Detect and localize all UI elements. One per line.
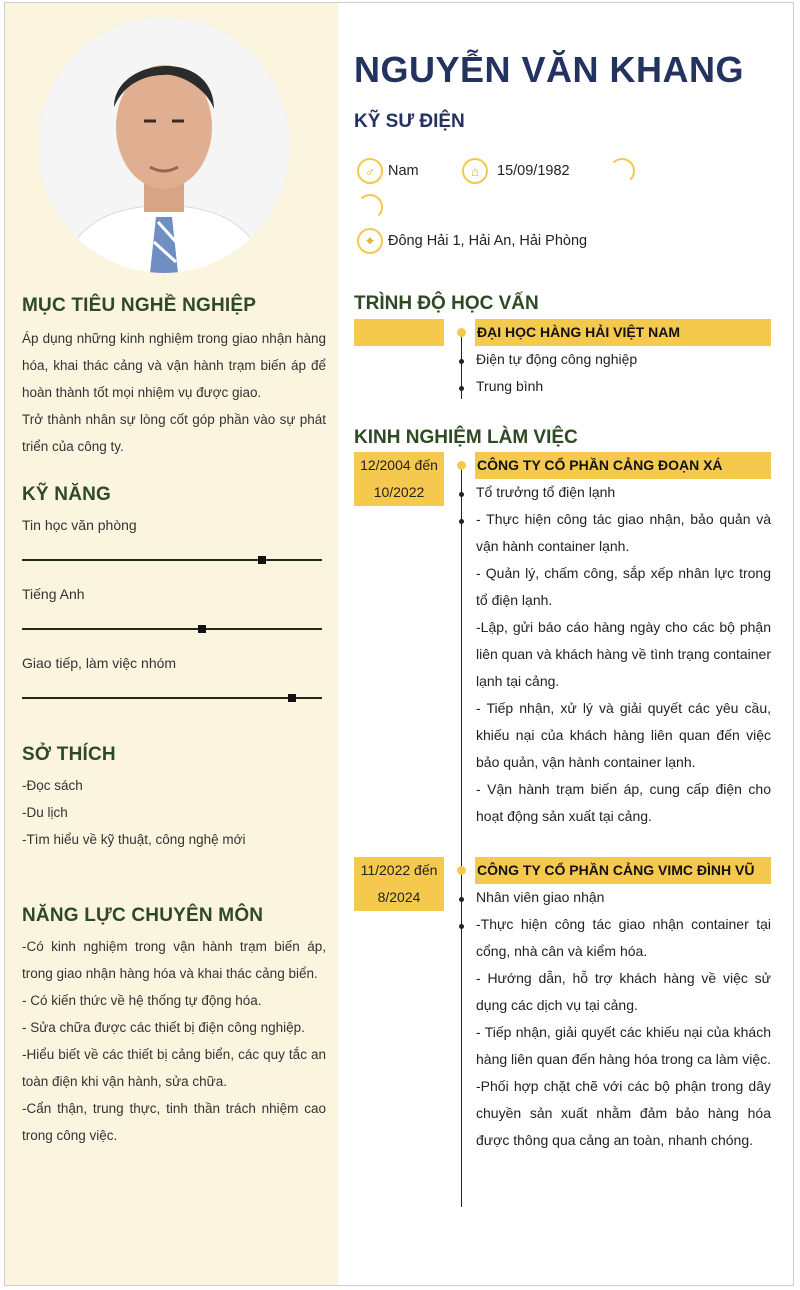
- timeline-dot: [459, 492, 464, 497]
- objective-text: [22, 325, 326, 460]
- job-date: 11/2022 đến 8/2024: [354, 857, 444, 911]
- competence-text: [22, 933, 326, 1149]
- skill-level-marker: [288, 694, 296, 702]
- competence-line: -Cẩn thận, trung thực, tinh thần trách nhiệm cao trong công việc.: [22, 1101, 326, 1143]
- job-duty: - Tiếp nhận, xử lý và giải quyết các yêu cầu, khiếu nại của khách hàng liên quan đến việc bảo quản, vận hành container lạnh.: [476, 700, 771, 770]
- address-value: Đông Hải 1, Hải An, Hải Phòng: [388, 233, 588, 249]
- timeline-dot: [459, 359, 464, 364]
- candidate-name: NGUYỄN VĂN KHANG: [354, 49, 745, 90]
- birthdate-value: 15/09/1982: [497, 163, 570, 179]
- candidate-title: KỸ SƯ ĐIỆN: [354, 111, 465, 132]
- timeline-dot: [457, 328, 466, 337]
- job-date: 12/2004 đến 10/2022: [354, 452, 444, 506]
- timeline-dot: [459, 897, 464, 902]
- birthday-cake-icon: ⌂: [462, 158, 488, 184]
- job-duty: -Phối hợp chặt chẽ với các bộ phận trong dây chuyền sản xuất nhằm đảm bảo hàng hóa được thông qua cảng an toàn, nhanh chóng.: [476, 1078, 771, 1148]
- objective-line: Áp dụng những kinh nghiệm trong giao nhận hàng hóa, khai thác cảng và vận hành trạm biến áp để hoàn thành tốt mọi nhiệm vụ được giao.: [22, 331, 326, 400]
- job-duty: - Thực hiện công tác giao nhận, bảo quản và vận hành container lạnh.: [476, 511, 771, 554]
- skill-label: Giao tiếp, làm việc nhóm: [22, 655, 177, 671]
- job-duty: -Lập, gửi báo cáo hàng ngày cho các bộ phận liên quan và khách hàng về tình trạng container lạnh tại cảng.: [476, 619, 771, 689]
- objective-heading: MỤC TIÊU NGHỀ NGHIỆP: [22, 295, 257, 316]
- timeline-dot: [457, 866, 466, 875]
- skill-bar: [22, 697, 322, 699]
- hobbies-list: [22, 772, 326, 853]
- skill-level-marker: [258, 556, 266, 564]
- profile-photo: [38, 17, 290, 273]
- education-rank: Trung bình: [476, 378, 544, 394]
- skill-bar: [22, 628, 322, 630]
- hobby-item: -Du lịch: [22, 805, 68, 820]
- timeline-dot: [459, 924, 464, 929]
- experience-heading: KINH NGHIỆM LÀM VIỆC: [354, 427, 578, 448]
- skill-label: Tiếng Anh: [22, 586, 85, 602]
- competence-line: -Hiểu biết về các thiết bị cảng biển, các quy tắc an toàn điện khi vận hành, sửa chữa.: [22, 1047, 326, 1089]
- job-position: Tổ trưởng tổ điện lạnh: [476, 484, 616, 500]
- job-duties: [476, 911, 771, 1154]
- job-duty: -Thực hiện công tác giao nhận container tại cổng, nhà cân và kiểm hóa.: [476, 916, 771, 959]
- timeline-dot: [457, 461, 466, 470]
- job-position: Nhân viên giao nhận: [476, 889, 605, 905]
- job-duty: - Quản lý, chấm công, sắp xếp nhân lực trong tổ điện lạnh.: [476, 565, 771, 608]
- education-school: ĐẠI HỌC HÀNG HẢI VIỆT NAM: [475, 319, 771, 346]
- cv-page: [4, 2, 794, 1286]
- job-duty: - Tiếp nhận, giải quyết các khiếu nại của khách hàng liên quan đến hàng hóa trong ca làm việc.: [476, 1024, 771, 1067]
- competence-line: - Sửa chữa được các thiết bị điện công nghiệp.: [22, 1020, 305, 1035]
- timeline-dot: [459, 519, 464, 524]
- experience-timeline: [461, 463, 462, 1207]
- job-duties: [476, 506, 771, 830]
- phone-icon: [609, 158, 635, 184]
- job-duty: - Vận hành trạm biến áp, cung cấp điện cho hoạt động sản xuất tại cảng.: [476, 781, 771, 824]
- sidebar: [5, 3, 338, 1285]
- competence-line: - Có kiến thức về hệ thống tự động hóa.: [22, 993, 262, 1008]
- timeline-dot: [459, 386, 464, 391]
- skill-label: Tin học văn phòng: [22, 517, 137, 533]
- map-pin-icon: ⌖: [357, 228, 383, 254]
- education-date: [354, 319, 444, 346]
- email-icon: [357, 194, 383, 220]
- objective-line: Trở thành nhân sự lòng cốt góp phần vào sự phát triển của công ty.: [22, 412, 326, 454]
- education-major: Điện tự động công nghiệp: [476, 351, 638, 367]
- hobby-item: -Tìm hiểu về kỹ thuật, công nghệ mới: [22, 832, 246, 847]
- job-company: CÔNG TY CỔ PHẦN CẢNG ĐOẠN XÁ: [475, 452, 771, 479]
- gender-icon: ♂: [357, 158, 383, 184]
- education-heading: TRÌNH ĐỘ HỌC VẤN: [354, 293, 539, 314]
- gender-value: Nam: [388, 163, 419, 179]
- hobby-item: -Đọc sách: [22, 778, 83, 793]
- skills-heading: KỸ NĂNG: [22, 484, 112, 505]
- competence-heading: NĂNG LỰC CHUYÊN MÔN: [22, 905, 264, 926]
- job-duty: - Hướng dẫn, hỗ trợ khách hàng về việc sử dụng các dịch vụ tại cảng.: [476, 970, 771, 1013]
- skill-bar: [22, 559, 322, 561]
- skill-level-marker: [198, 625, 206, 633]
- competence-line: -Có kinh nghiệm trong vận hành trạm biến áp, trong giao nhận hàng hóa và khai thác cảng biển.: [22, 939, 326, 981]
- hobbies-heading: SỞ THÍCH: [22, 744, 116, 765]
- job-company: CÔNG TY CỔ PHẦN CẢNG VIMC ĐÌNH VŨ: [475, 857, 771, 884]
